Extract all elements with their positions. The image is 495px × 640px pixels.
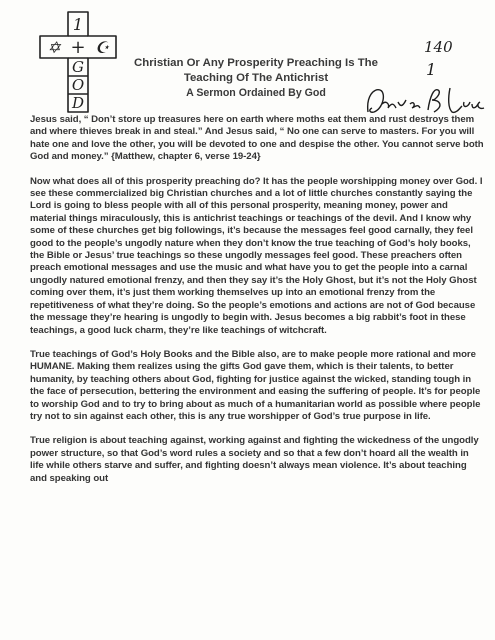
scripture-quote (30, 114, 485, 164)
subtitle: A Sermon Ordained By God (186, 87, 326, 99)
paragraph-1: Now what does all of this prosperity preaching do? It has the people worshipping money over God. I see these commercialized big Christian churches and a lot of little churches constantly saying the Lord is going to bless people with all of this personal prosperity, meaning money, power and material things miraculously, this is antichrist teachings or teachings of the devil. And I know why some of these churches get big followings, it’s because the messages feel good carnally, they feel good to the people’s ungodly nature when they don’t know the true teaching of God’s holy books, the Bible or Jesus’ true teachings so these ungodly messages feel good. These preachers often preach emotional messages and use the music and what have you to get the people into a carnal ungodly natured emotional frenzy, and then they say it’s the Holy Ghost, but it’s not the Holy Ghost coming over them, it’s just them working themselves up into an emotional frenzy from the repetitiveness of what they’re doing. So the people’s emotions and actions are not of God because the message they’re hearing is ungodly to begin with. Jesus becomes a big rabbit’s foot in these teachings, a good luck charm, they’re like teachings of witchcraft. (30, 175, 483, 336)
title-line-1: Christian Or Any Prosperity Preaching Is The (134, 57, 378, 69)
sermon-title (120, 56, 392, 101)
quote-citation: {Matthew, chapter 6, verse 19-24} (111, 151, 261, 163)
quote-text: Jesus said, “ Don’t store up treasures here on earth where moths eat them and rust destroys them and where thieves break in and steal.” And Jesus said, “ No one can serve to masters. For you will hate one and love the other, you will be devoted to one and despise the other. You cannot serve both God and money.” (30, 114, 484, 163)
cross-logo (28, 8, 124, 116)
handwritten-page-number: 140 (424, 38, 453, 56)
crescent-icon: ☪ (94, 38, 110, 57)
cross-letter-top: 1 (72, 15, 84, 34)
title-line-2: Teaching Of The Antichrist (183, 72, 329, 84)
star-of-david-icon: ✡ (47, 38, 61, 57)
cross-letter-d: D (71, 94, 85, 112)
handwritten-page-one: 1 (426, 60, 437, 79)
cross-letter-o: O (71, 76, 85, 94)
sermon-body (30, 114, 485, 497)
cross-letter-plus: + (70, 37, 86, 58)
handwritten-signature (364, 82, 486, 118)
paragraph-3: True religion is about teaching against, working against and fighting the wickedness of the ungodly power structure, so that God’s word rules a society and so that a few don’t hoard all the wealth in life while others starve and suffer, and fighting doesn’t always mean violence. It’s about teaching and speaking out (30, 435, 479, 484)
cross-letter-g: G (72, 58, 84, 76)
paragraph-2: True teachings of God’s Holy Books and the Bible also, are to make people more rational and more HUMANE. Making them realizes using the gifts God gave them, which is their talents, to better humanity, by teaching others about God, fighting for justice against the wicked, standing tough in the face of persecution, bettering the environment and easing the suffering of people. It’s for people to worship God and to try to bring about as much of a humanitarian world as possible where people try not to sin against each other, this is any true worshipper of God’s true purpose in life. (30, 348, 481, 422)
